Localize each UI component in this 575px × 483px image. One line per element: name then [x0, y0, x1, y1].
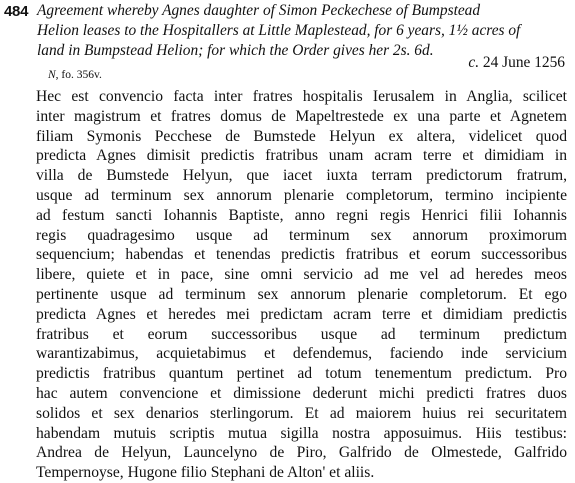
charter-line: predicta Agnes et heredes mei predictam acram terre et dimidiam predictis — [36, 305, 567, 323]
charter-line: usque ad terminum sex annorum plenarie completorum, termino incipiente — [36, 186, 567, 204]
charter-line: warantizabimus, acquietabimus et defendemus, faciendo inde servicium — [36, 345, 567, 363]
charter-line: habendam mutuis scriptis mutua sigilla nostra apposuimus. Hiis testibus: — [36, 424, 567, 442]
summary-line: land in Bumpstead Helion; for which the Order gives her 2s. 6d. — [37, 41, 434, 59]
charter-line: solidos et sex denarios sterlingorum. Et ad maiorem huius rei securitatem — [36, 404, 567, 422]
charter-line: villa de Bumstede Helyun, que iacet iuxta terram predictorum fratrum, — [36, 167, 567, 185]
charter-line: predicta Agnes dimisit predictis fratribus unam acram terre et dimidiam in — [36, 147, 567, 165]
charter-line: inter magistrum et fratres domus de Mapeltrestede ex una parte et Agnetem — [36, 107, 567, 125]
entry-summary — [37, 1, 567, 60]
date-circa: c. — [468, 54, 480, 71]
folio-reference: , fo. 356v. — [55, 69, 102, 81]
charter-line: Hec est convencio facta inter fratres hospitalis Ierusalem in Anglia, scilicet — [36, 88, 567, 105]
charter-line: predictis fratribus quantum pertinet ad totum tenementum predictum. Pro — [36, 365, 567, 383]
charter-line: Tempernoyse, Hugone filio Stephani de Alton' et aliis. — [36, 464, 375, 482]
charter-line: fratribus et eorum successoribus usque ad terminum predictum — [36, 325, 567, 343]
entry-number: 484 — [4, 3, 29, 20]
charter-line: regis quadragesimo usque ad terminum sex annorum proximorum — [36, 226, 567, 244]
source-reference — [48, 68, 102, 82]
charter-line: filiam Symonis Pecchese de Bumstede Helyun ex altera, videlicet quod — [36, 127, 567, 145]
summary-line: Agreement whereby Agnes daughter of Simon Peckechese of Bumpstead — [37, 2, 481, 19]
charter-line: ad festum sancti Iohannis Baptiste, anno regni regis Henrici filii Iohannis — [36, 206, 567, 224]
charter-line: pertinente usque ad terminum sex annorum plenarie completorum. Et ego — [36, 285, 567, 303]
manuscript-siglum: N — [48, 69, 56, 81]
date-value: 24 June 1256 — [479, 54, 565, 71]
summary-line: Helion leases to the Hospitallers at Little Maplestead, for 6 years, 1½ acres of — [37, 21, 521, 39]
charter-text — [36, 87, 567, 483]
charter-line: Andrea de Helyun, Launcelyno de Piro, Galfrido de Olmestede, Galfrido — [36, 444, 567, 462]
charter-line: hac autem convencione et dimissione dederunt michi predicti fratres duos — [36, 384, 567, 402]
charter-line: sequencium; habendas et tenendas predictis fratribus et eorum successoribus — [36, 246, 567, 264]
charter-line: libere, quiete et in pace, sine omni servicio ad me vel ad heredes meos — [36, 266, 567, 284]
entry-date — [468, 53, 565, 72]
